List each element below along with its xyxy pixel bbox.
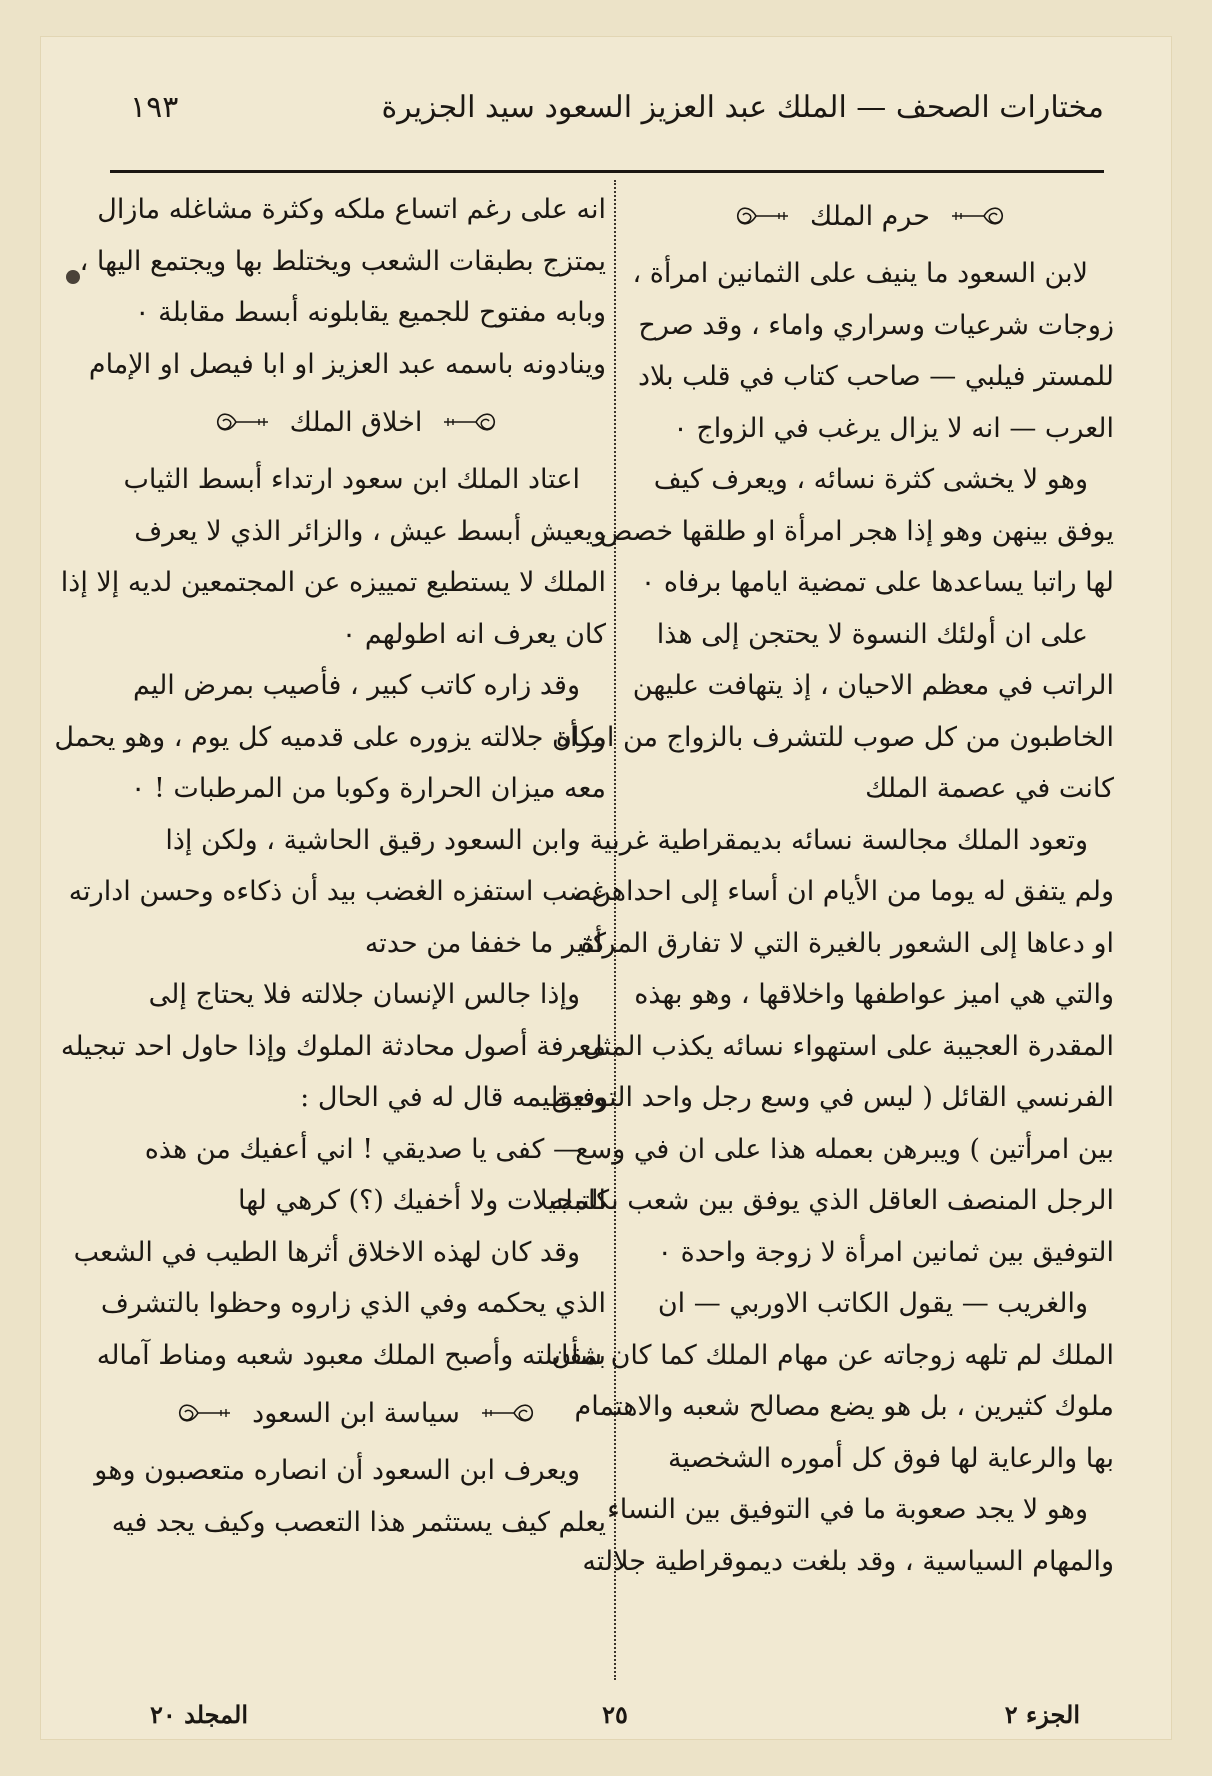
text-line: كانت في عصمة الملك xyxy=(865,773,1114,804)
running-header xyxy=(110,82,1104,142)
ornament-icon xyxy=(174,1396,234,1430)
text-line: وتعود الملك مجالسة نسائه بديمقراطية غربية ، xyxy=(572,824,1088,856)
text-line: الفرنسي القائل ( ليس في وسع رجل واحد التوفيق xyxy=(551,1082,1114,1113)
text-line: وابن السعود رقيق الحاشية ، ولكن إذا xyxy=(165,824,580,856)
ink-spot xyxy=(66,270,80,284)
text-line: والغريب — يقول الكاتب الاوربي — ان xyxy=(657,1288,1088,1319)
text-line: ملوك كثيرين ، بل هو يضع مصالح شعبه والاهتمام xyxy=(574,1391,1114,1422)
text-line: لها راتبا يساعدها على تمضية ايامها برفاه ٠ xyxy=(640,567,1114,598)
text-line: والمهام السياسية ، وقد بلغت ديموقراطية جلالته xyxy=(582,1545,1114,1577)
text-line: يعلم كيف يستثمر هذا التعصب وكيف يجد فيه xyxy=(111,1506,606,1538)
text-line: وبابه مفتوح للجميع يقابلونه أبسط مقابلة ٠ xyxy=(135,297,606,328)
text-line: وكان جلالته يزوره على قدميه كل يوم ، وهو يحمل xyxy=(54,721,606,753)
text-line: معه ميزان الحرارة وكوبا من المرطبات ! ٠ xyxy=(130,773,606,804)
text-line: انه على رغم اتساع ملكه وكثرة مشاغله مازال xyxy=(97,194,606,225)
text-line: الملك لم تلهه زوجاته عن مهام الملك كما كان شأن xyxy=(551,1339,1114,1371)
text-line: الذي يحكمه وفي الذي زاروه وحظوا بالتشرف xyxy=(100,1288,606,1319)
section-title: حرم الملك xyxy=(810,200,930,232)
text-line: على ان أولئك النسوة لا يحتجن إلى هذا xyxy=(656,618,1088,650)
text-line: او دعاها إلى الشعور بالغيرة التي لا تفارق المرأة xyxy=(580,927,1114,959)
section-heading-king-morals xyxy=(106,390,606,454)
text-line: وقد كان لهذه الاخلاق أثرها الطيب في الشعب xyxy=(73,1236,580,1268)
text-line: المقدرة العجيبة على استهواء نسائه يكذب المثل xyxy=(583,1030,1114,1062)
text-line: وينادونه باسمه عبد العزيز او ابا فيصل او الإمام xyxy=(88,348,606,380)
text-line: وهو لا يخشى كثرة نسائه ، ويعرف كيف xyxy=(653,464,1088,495)
text-line: بين امرأتين ) ويبرهن بعمله هذا على ان في وسع xyxy=(575,1133,1114,1165)
footer-volume: المجلد ٢٠ xyxy=(150,1700,249,1729)
text-line: التوفيق بين ثمانين امرأة لا زوجة واحدة ٠ xyxy=(657,1236,1114,1268)
ornament-icon xyxy=(948,199,1008,233)
text-line: والتي هي اميز عواطفها واخلاقها ، وهو بهذه xyxy=(634,979,1114,1010)
section-heading-royal-harem xyxy=(626,184,1114,248)
text-line: ويعيش أبسط عيش ، والزائر الذي لا يعرف xyxy=(134,515,606,547)
page-number: ١٩٣ xyxy=(130,90,179,125)
text-line: ويعرف ابن السعود أن انصاره متعصبون وهو xyxy=(94,1455,580,1486)
header-rule xyxy=(110,170,1104,173)
text-line: معرفة أصول محادثة الملوك وإذا حاول احد تبجيله xyxy=(60,1030,606,1062)
text-line: يوفق بينهن وهو إذا هجر امرأة او طلقها خصص xyxy=(599,515,1114,547)
footer-part: الجزء ٢ xyxy=(1004,1700,1080,1729)
text-line: الرجل المنصف العاقل الذي يوفق بين شعب بكامله xyxy=(550,1185,1114,1216)
text-line: لابن السعود ما ينيف على الثمانين امرأة ، xyxy=(632,258,1088,289)
section-title: سياسة ابن السعود xyxy=(252,1397,460,1429)
text-line: — كفى يا صديقي ! اني أعفيك من هذه xyxy=(144,1133,580,1165)
text-line: الراتب في معظم الاحيان ، إذ يتهافت عليهن xyxy=(632,670,1114,701)
text-line: كثير ما خففا من حدته xyxy=(364,927,606,959)
text-line: الملك لا يستطيع تمييزه عن المجتمعين لديه إلا إذا xyxy=(60,567,606,598)
text-line: يمتزج بطبقات الشعب ويختلط بها ويجتمع اليها ، xyxy=(79,245,606,277)
ornament-icon xyxy=(732,199,792,233)
footer-number: ٢٥ xyxy=(602,1700,628,1729)
text-line: بها والرعاية لها فوق كل أموره الشخصية xyxy=(667,1442,1114,1474)
text-line: اعتاد الملك ابن سعود ارتداء أبسط الثياب xyxy=(123,464,580,495)
text-line: التبجيلات ولا أخفيك (؟) كرهي لها xyxy=(237,1185,606,1216)
text-line: العرب — انه لا يزال يرغب في الزواج ٠ xyxy=(673,412,1114,444)
text-line: ولم يتفق له يوما من الأيام ان أساء إلى احداهن ، xyxy=(573,876,1114,907)
text-line: وتعظيمه قال له في الحال : xyxy=(300,1082,606,1113)
left-column xyxy=(54,184,606,1548)
right-column xyxy=(550,184,1114,1587)
text-line: الخاطبون من كل صوب للتشرف بالزواج من امرأة xyxy=(555,721,1114,753)
ornament-icon xyxy=(440,405,500,439)
text-line: وإذا جالس الإنسان جلالته فلا يحتاج إلى xyxy=(148,979,580,1010)
text-line: وقد زاره كاتب كبير ، فأصيب بمرض اليم xyxy=(132,670,580,701)
text-line: زوجات شرعيات وسراري واماء ، وقد صرح xyxy=(638,309,1114,341)
text-line: كان يعرف انه اطولهم ٠ xyxy=(341,618,606,650)
section-title: اخلاق الملك xyxy=(289,406,423,438)
ornament-icon xyxy=(478,1396,538,1430)
text-line: وهو لا يجد صعوبة ما في التوفيق بين النساء xyxy=(607,1494,1088,1525)
text-line: بمقابلته وأصبح الملك معبود شعبه ومناط آماله xyxy=(96,1339,606,1371)
text-line: للمستر فيلبي — صاحب كتاب في قلب بلاد xyxy=(637,361,1114,392)
text-line: غضب استفزه الغضب بيد أن ذكاءه وحسن ادارته xyxy=(68,876,606,907)
ornament-icon xyxy=(212,405,272,439)
page-footer xyxy=(150,1700,1080,1736)
section-heading-ibn-saud-policy xyxy=(106,1381,606,1445)
header-title: مختارات الصحف — الملك عبد العزيز السعود سيد الجزيرة xyxy=(381,90,1104,125)
